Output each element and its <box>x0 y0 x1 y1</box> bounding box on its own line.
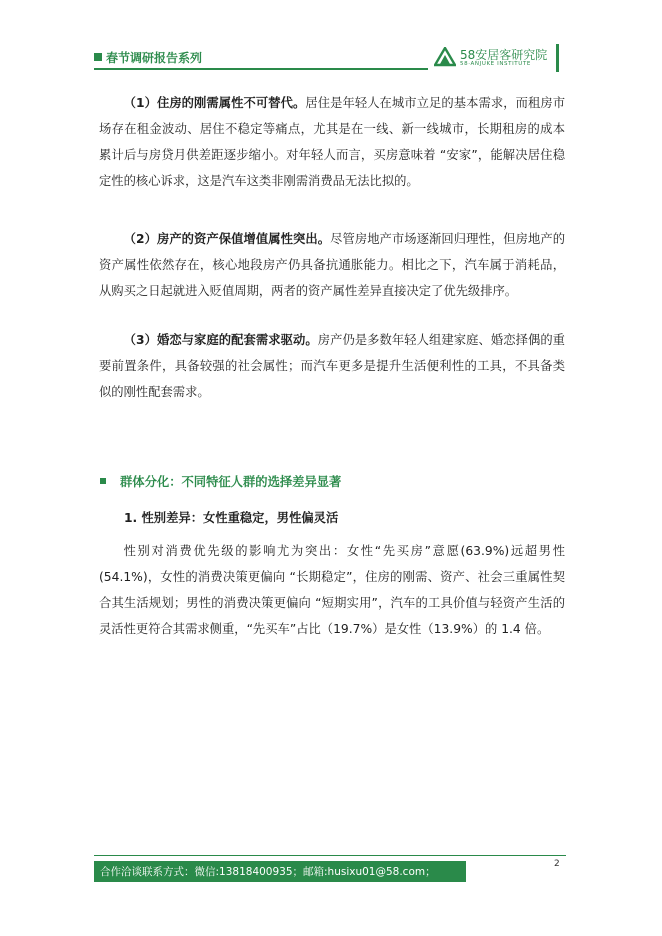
section-heading-text: 群体分化：不同特征人群的选择差异显著 <box>120 475 342 489</box>
paragraph-text: 房产仍是多数年轻人组建家庭、婚恋择偶的重要前置条件，具备较强的社会属性；而汽车更多是提升生活便利性的工具，不具备类似的刚性配套需求。 <box>99 333 565 399</box>
house-logo-icon <box>434 47 456 67</box>
page-footer <box>94 852 566 884</box>
paragraph-gender-difference <box>99 538 565 642</box>
page-number: 2 <box>554 859 560 869</box>
header-divider <box>94 68 428 70</box>
footer-divider <box>94 855 566 856</box>
logo-subtitle: 58·ANJUKE INSTITUTE <box>460 61 531 67</box>
square-bullet-icon <box>100 478 106 484</box>
paragraph-text: 尽管房地产市场逐渐回归理性，但房地产的资产属性依然存在，核心地段房产仍具备抗通胀能力。相比之下，汽车属于消耗品，从购买之日起就进入贬值周期，两者的资产属性差异直接决定了优先级排序。 <box>99 232 565 298</box>
paragraph-housing-necessity <box>99 90 565 194</box>
header-accent-bar <box>556 44 559 72</box>
page-header <box>94 44 566 74</box>
section-heading <box>100 472 341 490</box>
paragraph-text: 居住是年轻人在城市立足的基本需求，而租房市场存在租金波动、居住不稳定等痛点，尤其是在一线、新一线城市，长期租房的成本累计后与房贷月供差距逐步缩小。对年轻人而言，买房意味着 “安家”，能解决居住稳定性的核心诉求，这是汽车这类非刚需消费品无法比拟的。 <box>99 96 565 188</box>
logo-name: 58安居客研究院 <box>460 48 548 62</box>
series-title-text: 春节调研报告系列 <box>106 51 203 65</box>
paragraph-lead: （3）婚恋与家庭的配套需求驱动。 <box>123 333 318 347</box>
series-title <box>94 49 202 66</box>
paragraph-text: 性别对消费优先级的影响尤为突出：女性“先买房”意愿(63.9%)远超男性(54.1%)，女性的消费决策更偏向 “长期稳定”，住房的刚需、资产、社会三重属性契合其生活规划；男性的消费决策更偏向 “短期实用”，汽车的工具价值与轻资产生活的灵活性更符合其需求侧重，“先买车”占比（19.7%）是女性（13.9%）的 1.4 倍。 <box>99 544 565 636</box>
brand-logo <box>434 46 558 72</box>
paragraph-marriage-demand <box>99 327 565 405</box>
paragraph-asset-value <box>99 226 565 304</box>
paragraph-lead: （2）房产的资产保值增值属性突出。 <box>123 232 331 246</box>
paragraph-lead: （1）住房的刚需属性不可替代。 <box>123 96 306 110</box>
subsection-heading: 1. 性别差异：女性重稳定，男性偏灵活 <box>124 511 339 525</box>
square-bullet-icon <box>94 53 102 61</box>
contact-info: 合作洽谈联系方式：微信:13818400935；邮箱:husixu01@58.com； <box>100 866 436 878</box>
